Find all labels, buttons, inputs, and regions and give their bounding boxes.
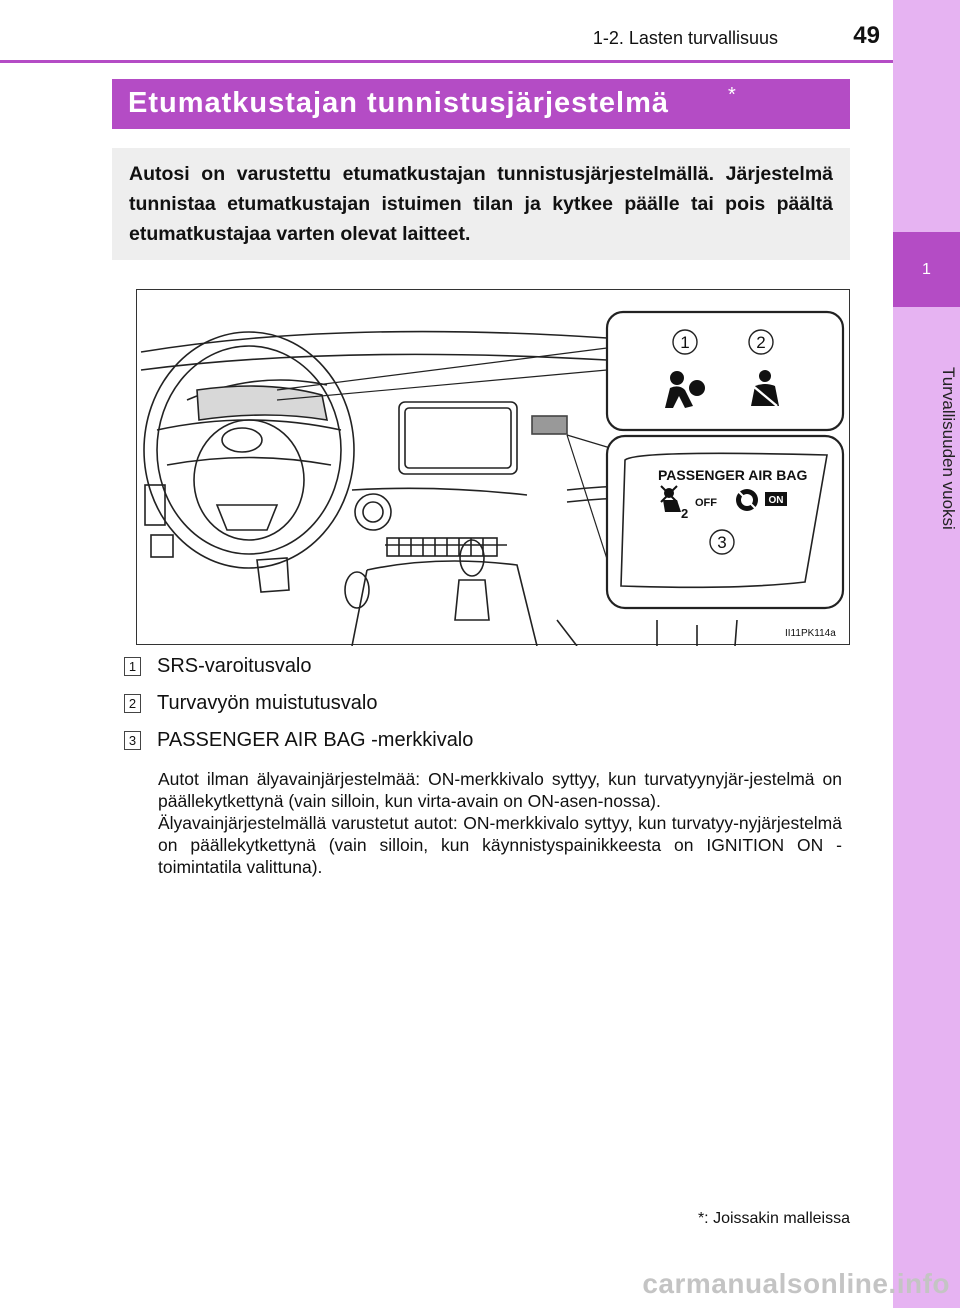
detail-paragraph-2: Älyavainjärjestelmällä varustetut autot: ON-merkkivalo syttyy, kun turvatyy-nyjärjestelmä on päällekytkettynä (vain silloin, kun käynnistyspainikkeesta on IGNITION ON -toimintatila valittuna). (158, 813, 842, 877)
callout-3: 3 (717, 533, 727, 552)
dashboard-illustration (136, 289, 850, 645)
callout-1: 1 (680, 333, 690, 352)
legend-number-3: 3 (124, 731, 141, 750)
footnote (600, 1210, 850, 1228)
legend-label-3: PASSENGER AIR BAG -merkkivalo (157, 729, 474, 751)
legend-number-2: 2 (124, 694, 141, 713)
chapter-side-tab (893, 0, 960, 1308)
figure-code: II11PK114a (785, 628, 836, 639)
footnote-text: : Joissakin malleissa (704, 1210, 850, 1227)
chapter-number: 1 (922, 261, 931, 278)
chapter-title (895, 318, 958, 578)
section-title: Etumatkustajan tunnistusjärjestelmä (128, 87, 670, 119)
intro-text: Autosi on varustettu etumatkustajan tunnistusjärjestelmällä. Järjestelmä tunnistaa etumatkustajan istuimen tilan ja kytkee päälle tai pois päältä etumatkustajaa varten olevat laitteet. (129, 163, 833, 245)
page-number: 49 (853, 22, 880, 49)
on-label: ON (768, 495, 784, 506)
svg-text:2: 2 (681, 506, 689, 521)
off-label: OFF (695, 497, 717, 509)
legend-label-1: SRS-varoitusvalo (157, 655, 312, 677)
chapter-title-text: Turvallisuuden vuoksi (939, 366, 958, 530)
intro-box (112, 148, 850, 260)
running-header: 1-2. Lasten turvallisuus (592, 28, 778, 48)
legend-label-2: Turvavyön muistutusvalo (157, 692, 378, 714)
panel-title: PASSENGER AIR BAG (658, 467, 808, 483)
chapter-number-tab (893, 232, 960, 307)
watermark: carmanualsonline.info (642, 1268, 950, 1299)
callout-2: 2 (756, 333, 766, 352)
footnote-mark: * (697, 1210, 705, 1227)
detail-paragraph-1: Autot ilman älyavainjärjestelmää: ON-merkkivalo syttyy, kun turvatyynyjär-jestelmä on päällekytkettynä (vain silloin, kun virta-avain on ON-asen-nossa). (158, 769, 842, 811)
header-rule (0, 60, 893, 63)
dashboard-drawing (137, 290, 851, 646)
passenger-airbag-on-icon (736, 489, 758, 511)
legend-number-1: 1 (124, 657, 141, 676)
detail-text (158, 768, 842, 878)
section-title-bar (112, 79, 850, 129)
title-footnote-mark: * (728, 84, 736, 106)
